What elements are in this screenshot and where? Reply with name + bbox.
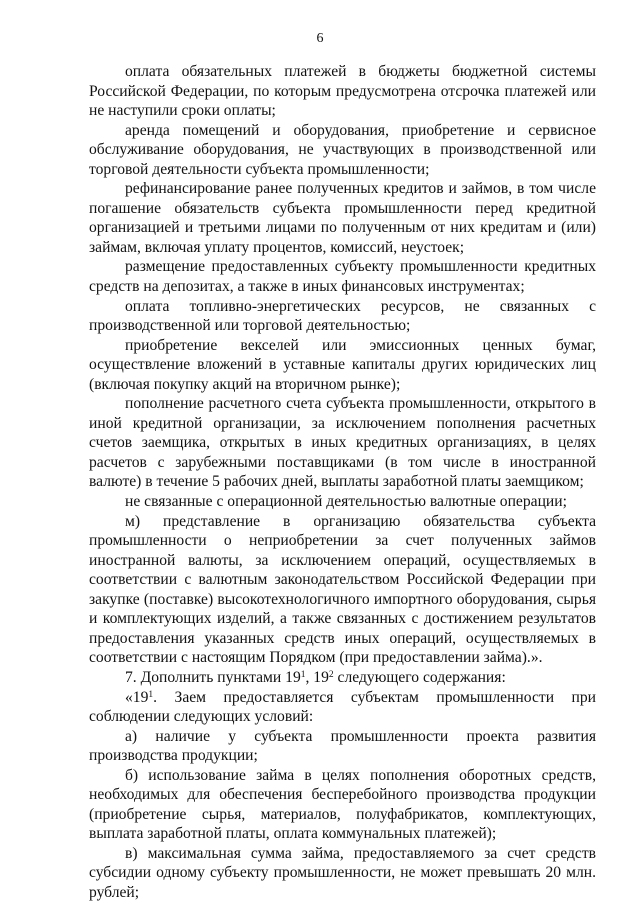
paragraph-mandatory-payments: оплата обязательных платежей в бюджеты бюджетной системы Российской Федерации, по которым предусмотрена отсрочка платежей или не наступили сроки оплаты; — [89, 63, 596, 120]
paragraph-19-1-start: «19 — [125, 688, 149, 706]
document-body — [89, 62, 596, 903]
paragraph-securities: приобретение векселей или эмиссионных ценных бумаг, осуществление вложений в уставные капиталы других юридических лиц (включая покупку акций на вторичном рынке); — [89, 336, 596, 393]
paragraph-refinancing: рефинансирование ранее полученных кредитов и займов, в том числе погашение обязательств субъекта промышленности перед кредитной организацией и третьими лицами по полученным от них кредитам и (или) займам, включая уплату процентов, комиссий, неустоек; — [89, 180, 596, 256]
paragraph-19-1 — [89, 688, 596, 727]
paragraph-19-1-rest: . Заем предоставляется субъектам промышленности при соблюдении следующих условий: — [89, 688, 596, 726]
paragraph-energy-resources: оплата топливно-энергетических ресурсов, не связанных с производственной или торговой деятельностью; — [89, 297, 596, 335]
item-7-text-part-1: 7. Дополнить пунктами 19 — [125, 668, 301, 686]
superscript-2: 2 — [328, 669, 334, 680]
paragraph-item-7 — [89, 668, 596, 688]
superscript-1: 1 — [300, 669, 306, 680]
paragraph-condition-b: б) использование займа в целях пополнения оборотных средств, необходимых для обеспечения бесперебойного производства продукции (приобретение сырья, материалов, полуфабрикатов, комплектующих, выплата заработной платы, оплата коммунальных платежей); — [89, 766, 596, 843]
paragraph-deposits: размещение предоставленных субъекту промышленности кредитных средств на депозитах, а также в иных финансовых инструментах; — [89, 258, 596, 296]
paragraph-item-m: м) представление в организацию обязательства субъекта промышленности о неприобретении за счет полученных займов иностранной валюты, за исключением операций, осуществляемых в соответствии с валютным законодательством Российской Федерации при закупке (поставке) высокотехнологичного импортного оборудования, сырья и комплектующих изделий, а также связанных с достижением результатов предоставления указанных средств иных операций, осуществляемых в соответствии с настоящим Порядком (при предоставлении займа).». — [89, 512, 596, 667]
paragraph-equipment-rent: аренда помещений и оборудования, приобретение и сервисное обслуживание оборудования, не участвующих в производственной или торговой деятельности субъекта промышленности; — [89, 121, 596, 178]
paragraph-condition-v: в) максимальная сумма займа, предоставляемого за счет средств субсидии одному субъекту промышленности, не может превышать 20 млн. рублей; — [89, 844, 596, 901]
paragraph-account-replenishment: пополнение расчетного счета субъекта промышленности, открытого в иной кредитной организации, за исключением пополнения расчетных счетов заемщика, открытых в иных кредитных организациях, в целях расчетов с зарубежными поставщиками (в том числе в иностранной валюте) в течение 5 рабочих дней, выплаты заработной платы заемщиком; — [89, 395, 596, 491]
page-number: 6 — [316, 31, 324, 46]
paragraph-currency-operations: не связанные с операционной деятельностью валютные операции; — [125, 493, 567, 511]
item-7-text-part-3: следующего содержания: — [333, 668, 506, 686]
paragraph-condition-a: а) наличие у субъекта промышленности проекта развития производства продукции; — [89, 727, 596, 765]
superscript-19-1: 1 — [148, 689, 154, 700]
item-7-text-part-2: , 19 — [305, 668, 329, 686]
